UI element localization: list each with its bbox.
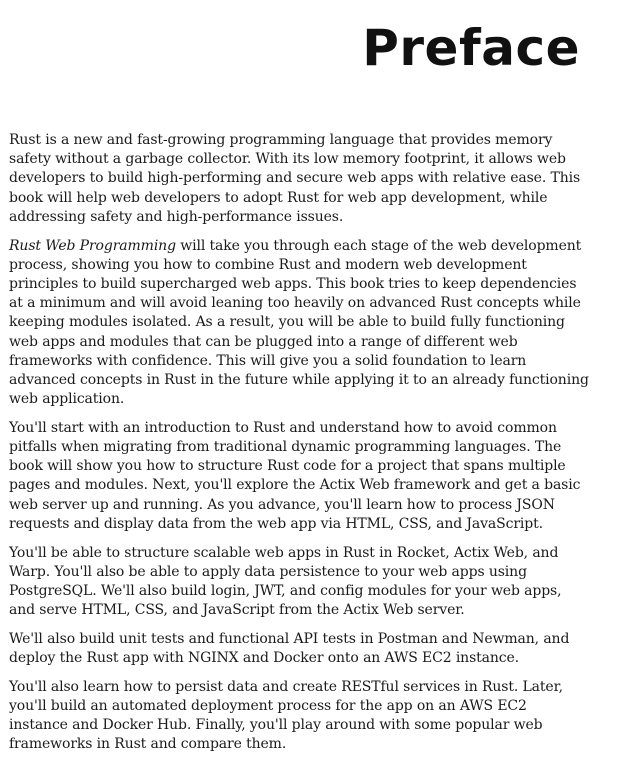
paragraph-5 [9,630,589,668]
body-text [9,131,589,764]
paragraph-5-text: We'll also build unit tests and functional API tests in Postman and Newman, and deploy the Rust app with NGINX and Docker onto an AWS EC2 instance. [9,630,570,667]
paragraph-4-text: You'll be able to structure scalable web apps in Rust in Rocket, Actix Web, and Warp. You'll also be able to apply data persistence to your web apps using PostgreSQL. We'll also build login, JWT, and config modules for your web apps, and serve HTML, CSS, and JavaScript from the Actix Web server. [9,544,562,619]
paragraph-6 [9,678,589,755]
paragraph-1 [9,131,589,227]
paragraph-1-text: Rust is a new and fast-growing programming language that provides memory safety without a garbage collector. With its low memory footprint, it allows web developers to build high-performing and secure web apps with relative ease. This book will help web developers to adopt Rust for web app development, while addressing safety and high-performance issues. [9,132,581,225]
page-title: Preface [362,19,580,77]
paragraph-2 [9,237,589,410]
paragraph-3-text: You'll start with an introduction to Rust and understand how to avoid common pitfalls when migrating from traditional dynamic programming languages. The book will show you how to structure Rust code for a project that spans multiple pages and modules. Next, you'll explore the Actix Web framework and get a basic web server up and running. As you advance, you'll learn how to process JSON requests and display data from the web app via HTML, CSS, and JavaScript. [9,419,581,532]
paragraph-2-text: will take you through each stage of the web development process, showing you how to combine Rust and modern web development principles to build supercharged web apps. This book tries to keep dependencies at a minimum and will avoid leaning too heavily on advanced Rust concepts while keeping modules isolated. As a result, you will be able to build fully functioning web apps and modules that can be plugged into a range of different web frameworks with confidence. This will give you a solid foundation to learn advanced concepts in Rust in the future while applying it to an already functioning web application. [9,237,589,408]
paragraph-6-text: You'll also learn how to persist data and create RESTful services in Rust. Later, you'll build an automated deployment process for the app on an AWS EC2 instance and Docker Hub. Finally, you'll play around with some popular web frameworks in Rust and compare them. [9,678,563,753]
paragraph-3 [9,419,589,534]
paragraph-4 [9,544,589,621]
book-title-italic: Rust Web Programming [9,237,176,254]
